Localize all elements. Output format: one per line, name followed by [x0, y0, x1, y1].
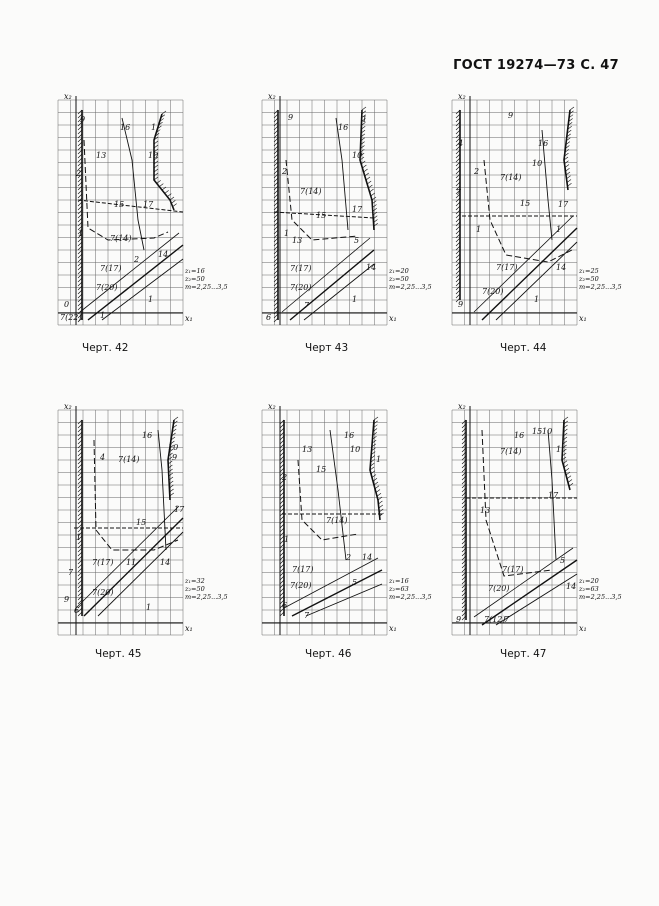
curve-label: 1: [476, 225, 482, 234]
grid: [452, 410, 577, 635]
solid-curve: [330, 430, 346, 560]
curve-label: 7(17): [496, 263, 518, 272]
curve-label: 1: [362, 115, 368, 124]
curve-label: 17: [143, 200, 154, 209]
curve-label: 1: [151, 123, 157, 132]
curve-label: 7(20): [96, 283, 118, 292]
curve-label: 16: [338, 123, 349, 132]
curve-label: 16: [538, 139, 549, 148]
drawing-caption: Черт. 46: [305, 648, 352, 660]
curve-label: 9: [80, 115, 86, 124]
diagonal-boundary: [84, 518, 183, 616]
nomogram-drawing: [252, 402, 432, 643]
curve-label: 7(17): [92, 558, 114, 567]
parameter-label: z₁=20: [579, 577, 599, 585]
curve-label: 1: [352, 295, 358, 304]
curve-label: 10: [168, 443, 179, 452]
solid-curve: [158, 430, 166, 550]
curve-label: 1: [100, 311, 106, 320]
curve-label: 2: [134, 255, 140, 264]
diagonal-line: [304, 263, 377, 320]
grid: [452, 100, 577, 325]
curve-label: 1: [534, 295, 540, 304]
parameter-label: z₁=32: [185, 577, 205, 585]
grid: [58, 100, 183, 325]
x-axis-label: x₁: [185, 314, 193, 323]
curve-label: 14: [366, 263, 377, 272]
nomogram-drawing: [442, 402, 622, 643]
curve-label: 10: [350, 445, 361, 454]
curve-label: 9: [456, 615, 462, 624]
drawing-caption: Черт. 45: [95, 648, 142, 660]
x-axis-label: x₁: [579, 314, 587, 323]
curve-label: 7(14): [500, 173, 522, 182]
curve-label: 7(20): [482, 287, 504, 296]
nomogram-drawing: [48, 92, 228, 333]
parameter-label: z₁=20: [389, 267, 409, 275]
curve-label: 14: [362, 553, 373, 562]
curve-label: 7(17): [100, 264, 122, 273]
x-axis-label: x₁: [389, 624, 397, 633]
curve-label: 16: [514, 431, 525, 440]
parameter-label: m=2,25...3,5: [185, 593, 228, 601]
curve-label: 9: [172, 453, 178, 462]
curve-label: 7(20): [92, 588, 114, 597]
curve-label: 14: [160, 558, 171, 567]
parameter-label: z₂=63: [389, 585, 409, 593]
curve-label: 14: [556, 263, 567, 272]
y-axis-label: x₂: [64, 92, 72, 101]
y-axis-label: x₂: [458, 92, 466, 101]
curve-label: 7(14): [118, 455, 140, 464]
curve-label: 7(22): [60, 313, 82, 322]
curve-label: 7(14): [300, 187, 322, 196]
parameter-label: m=2,25...3,5: [389, 283, 432, 291]
curve-label: 7(20): [488, 584, 510, 593]
curve-label: 17: [558, 200, 569, 209]
curve-label: 6: [74, 606, 80, 615]
drawing-caption: Черт. 44: [500, 342, 547, 354]
drawing-caption: Черт. 47: [500, 648, 547, 660]
curve-label: 1: [556, 445, 562, 454]
curve-label: 1: [376, 455, 382, 464]
y-axis-label: x₂: [268, 92, 276, 101]
curve-label: 7: [456, 188, 462, 197]
nomogram-drawing: [252, 92, 432, 333]
curve-label: 15: [520, 199, 531, 208]
curve-label: 7(14): [500, 447, 522, 456]
parameter-label: z₁=16: [185, 267, 205, 275]
curve-label: 2: [346, 553, 352, 562]
curve-label: 9: [288, 113, 294, 122]
curve-label: 1: [148, 295, 154, 304]
curve-label: 14: [158, 250, 169, 259]
y-axis-label: x₂: [268, 402, 276, 411]
curve-label: 4: [458, 139, 464, 148]
curve-label: 15: [136, 518, 147, 527]
curve-label: 7: [304, 611, 310, 620]
dashed-curve: [298, 460, 358, 540]
y-axis-label: x₂: [64, 402, 72, 411]
curve-label: 2: [282, 167, 288, 176]
parameter-label: z₂=50: [185, 585, 205, 593]
curve-label: 6: [282, 601, 288, 610]
parameter-label: z₂=50: [579, 275, 599, 283]
curve-label: 1: [284, 229, 290, 238]
curve-label: 7: [304, 301, 310, 310]
curve-label: 15: [532, 427, 543, 436]
curve-label: 1: [284, 535, 290, 544]
curve-label: 7(14): [110, 234, 132, 243]
curve-label: 13: [302, 445, 313, 454]
curve-label: 13: [96, 151, 107, 160]
curve-label: 6: [266, 313, 272, 322]
parameter-label: m=2,25...3,5: [185, 283, 228, 291]
curve-label: 1: [78, 229, 84, 238]
drawing-caption: Черт. 42: [82, 342, 129, 354]
curve-label: 13: [292, 236, 303, 245]
diagonal-line: [474, 548, 573, 617]
parameter-label: m=2,25...3,5: [389, 593, 432, 601]
curve-label: 5: [352, 578, 358, 587]
dashed-curve: [484, 160, 572, 262]
curve-label: 4: [100, 453, 106, 462]
nomogram-drawing: [442, 92, 622, 333]
curve-label: 17: [174, 505, 185, 514]
diagonal-boundary: [482, 228, 577, 320]
curve-label: 10: [148, 151, 159, 160]
curve-label: 10: [542, 427, 553, 436]
curve-label: 9: [64, 595, 70, 604]
curve-label: 1: [76, 533, 82, 542]
curve-label: 14: [566, 582, 577, 591]
parameter-label: z₁=25: [579, 267, 599, 275]
parameter-label: m=2,25...3,5: [579, 593, 622, 601]
solid-curve: [336, 118, 348, 230]
parameter-label: m=2,25...3,5: [579, 283, 622, 291]
drawing-caption: Черт 43: [305, 342, 349, 354]
curve-label: 5: [354, 236, 360, 245]
nomogram-drawing: [48, 402, 228, 643]
curve-label: 1: [146, 603, 152, 612]
curve-label: 10: [532, 159, 543, 168]
curve-label: 7(20): [290, 581, 312, 590]
curve-label: 7(20): [290, 283, 312, 292]
curve-label: 2: [76, 169, 82, 178]
curve-label: 5: [560, 556, 566, 565]
curve-label: 16: [142, 431, 153, 440]
curve-label: 2: [474, 167, 480, 176]
curve-label: 7(17): [290, 264, 312, 273]
page-header: ГОСТ 19274—73 С. 47: [453, 58, 619, 73]
curve-label: 15: [316, 465, 327, 474]
curve-label: 16: [344, 431, 355, 440]
curve-label: 7(14): [326, 516, 348, 525]
parameter-label: z₂=50: [185, 275, 205, 283]
parameter-label: z₂=63: [579, 585, 599, 593]
curve-label: 1: [556, 225, 562, 234]
curve-label: 13: [480, 506, 491, 515]
curve-label: 0: [64, 300, 70, 309]
curve-label: 9: [458, 300, 464, 309]
curve-label: 15: [316, 211, 327, 220]
curve-label: 17: [548, 491, 559, 500]
curve-label: 7: [504, 615, 510, 624]
curve-label: 15: [114, 200, 125, 209]
x-axis-label: x₁: [185, 624, 193, 633]
curve-label: 17: [352, 205, 363, 214]
parameter-label: z₂=50: [389, 275, 409, 283]
x-axis-label: x₁: [579, 624, 587, 633]
curve-label: 7(17): [502, 565, 524, 574]
diagonal-line: [496, 242, 577, 320]
curve-label: 7: [68, 568, 74, 577]
grid: [262, 410, 387, 635]
curve-label: 10: [352, 151, 363, 160]
curve-label: 11: [126, 558, 137, 567]
curve-label: 16: [120, 123, 131, 132]
dashed-line: [78, 200, 183, 212]
curve-label: 2: [282, 473, 288, 482]
x-axis-label: x₁: [389, 314, 397, 323]
parameter-label: z₁=16: [389, 577, 409, 585]
curve-label: 9: [508, 111, 514, 120]
y-axis-label: x₂: [458, 402, 466, 411]
curve-label: 7(17): [292, 565, 314, 574]
curve-label: 7(12): [484, 615, 506, 624]
